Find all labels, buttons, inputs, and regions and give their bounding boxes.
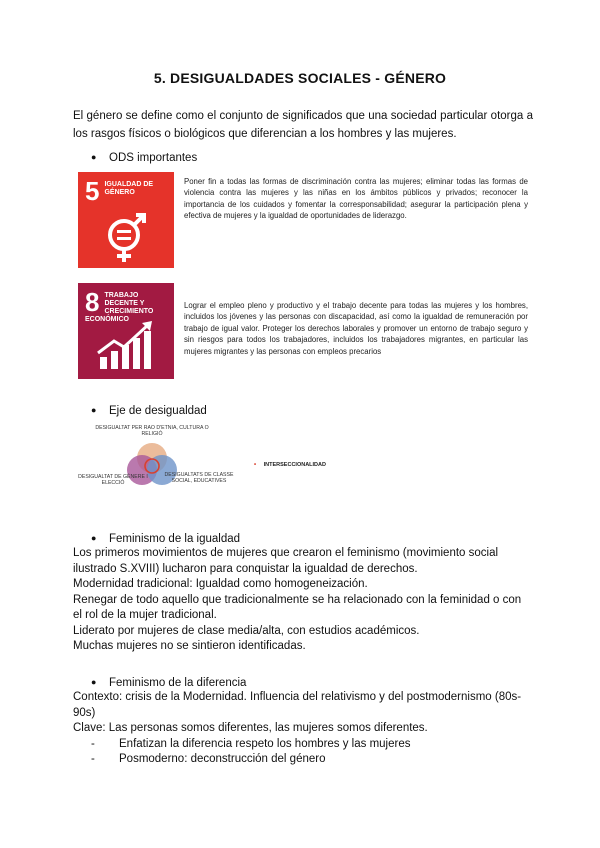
gender-equality-icon bbox=[78, 172, 174, 268]
intersectionality-label: INTERSECCIONALIDAD bbox=[263, 462, 326, 468]
venn-top-label: DESIGUALTAT PER RAO D'ETNIA, CULTURA O RELIGIÓ bbox=[95, 425, 209, 437]
bullet-dot-icon: ● bbox=[91, 677, 97, 687]
sdg5-number: 5 bbox=[85, 176, 100, 206]
diferencia-item-text: Enfatizan la diferencia respeto los hombres y las mujeres bbox=[119, 737, 411, 750]
growth-chart-icon bbox=[78, 283, 174, 379]
sdg8-tile bbox=[78, 283, 174, 379]
red-bullet-icon: • bbox=[254, 462, 257, 468]
diferencia-heading: Feminismo de la diferencia bbox=[109, 677, 247, 689]
intro-paragraph: El género se define como el conjunto de significados que una sociedad particular otorga a los rasgos físicos o biológicos que diferencian a los hombres y las mujeres. bbox=[73, 110, 533, 140]
igualdad-line: Los primeros movimientos de mujeres que crearon el feminismo (movimiento social ilustrado S.XVIII) lucharon para conquistar la igualdad de derechos. bbox=[73, 547, 499, 575]
bullet-eje bbox=[91, 405, 207, 417]
diferencia-contexto: Contexto: crisis de la Modernidad. Influencia del relativismo y del postmodernismo (80s-90s) bbox=[73, 691, 522, 719]
sdg8-description: Lograr el empleo pleno y productivo y el trabajo decente para todas las mujeres y los hombres, incluidos los jóvenes y las personas con discapacidad, así como la igualdad de remuneración por trabajo de igual valor. Proteger los derechos laborales y promover un entorno de trabajo seguro y sin riesgos para todos los trabajadores, incluidos los trabajadores migrantes, en particular las mujeres migrantes y las personas con empleos precarios bbox=[184, 301, 528, 356]
dash-icon: - bbox=[91, 737, 95, 750]
igualdad-line: Muchas mujeres no se sintieron identificadas. bbox=[73, 640, 306, 652]
sdg5-tile bbox=[78, 172, 174, 268]
sdg5-description: Poner fin a todas las formas de discriminación contra las mujeres; eliminar todas las formas de violencia contra las mujeres y las niñas en los ámbitos públicos y privados; reconocer la importancia de los cuidados y fomentar la corresponsabilidad; asegurar la participación plena y efectiva de mujeres y la igualdad de oportunidades de liderazgo. bbox=[184, 177, 528, 221]
igualdad-line: Modernidad tradicional: Igualdad como homogeneización. bbox=[73, 578, 368, 590]
diferencia-clave: Clave: Las personas somos diferentes, las mujeres somos diferentes. bbox=[73, 722, 428, 734]
bullet-diferencia bbox=[91, 677, 246, 689]
sdg8-number: 8 bbox=[85, 287, 100, 317]
igualdad-line: Renegar de todo aquello que tradicionalmente se ha relacionado con la feminidad o con el rol de la mujer tradicional. bbox=[73, 593, 522, 621]
dash-icon: - bbox=[91, 753, 95, 765]
venn-left-label: DESIGUALTAT DE GÈNERE I ELECCIÓ bbox=[78, 474, 148, 486]
sdg5-label: IGUALDAD DE GÉNERO bbox=[104, 181, 154, 196]
bullet-dot-icon: ● bbox=[91, 152, 97, 162]
page-title: 5. DESIGUALDADES SOCIALES - GÉNERO bbox=[153, 70, 447, 86]
sdg8-label: TRABAJO DECENTE Y CRECIMIENTO ECONÓMICO bbox=[85, 292, 154, 323]
venn-right-label: DESIGUALTATS DE CLASSE SOCIAL, EDUCATIVES bbox=[164, 472, 234, 484]
igualdad-body bbox=[73, 546, 533, 655]
ods-heading: ODS importantes bbox=[109, 152, 198, 164]
diferencia-item bbox=[73, 737, 543, 753]
eje-heading: Eje de desigualdad bbox=[109, 405, 207, 417]
bullet-igualdad bbox=[91, 533, 240, 545]
diferencia-body bbox=[73, 690, 543, 768]
bullet-ods bbox=[91, 152, 197, 164]
bullet-dot-icon: ● bbox=[91, 533, 97, 543]
intersectionality-label-row bbox=[254, 462, 326, 468]
diferencia-item bbox=[73, 752, 543, 768]
igualdad-heading: Feminismo de la igualdad bbox=[109, 533, 241, 545]
bullet-dot-icon: ● bbox=[91, 405, 97, 415]
igualdad-line: Liderato por mujeres de clase media/alta, con estudios académicos. bbox=[73, 624, 420, 637]
diferencia-item-text: Posmoderno: deconstrucción del género bbox=[119, 753, 326, 765]
